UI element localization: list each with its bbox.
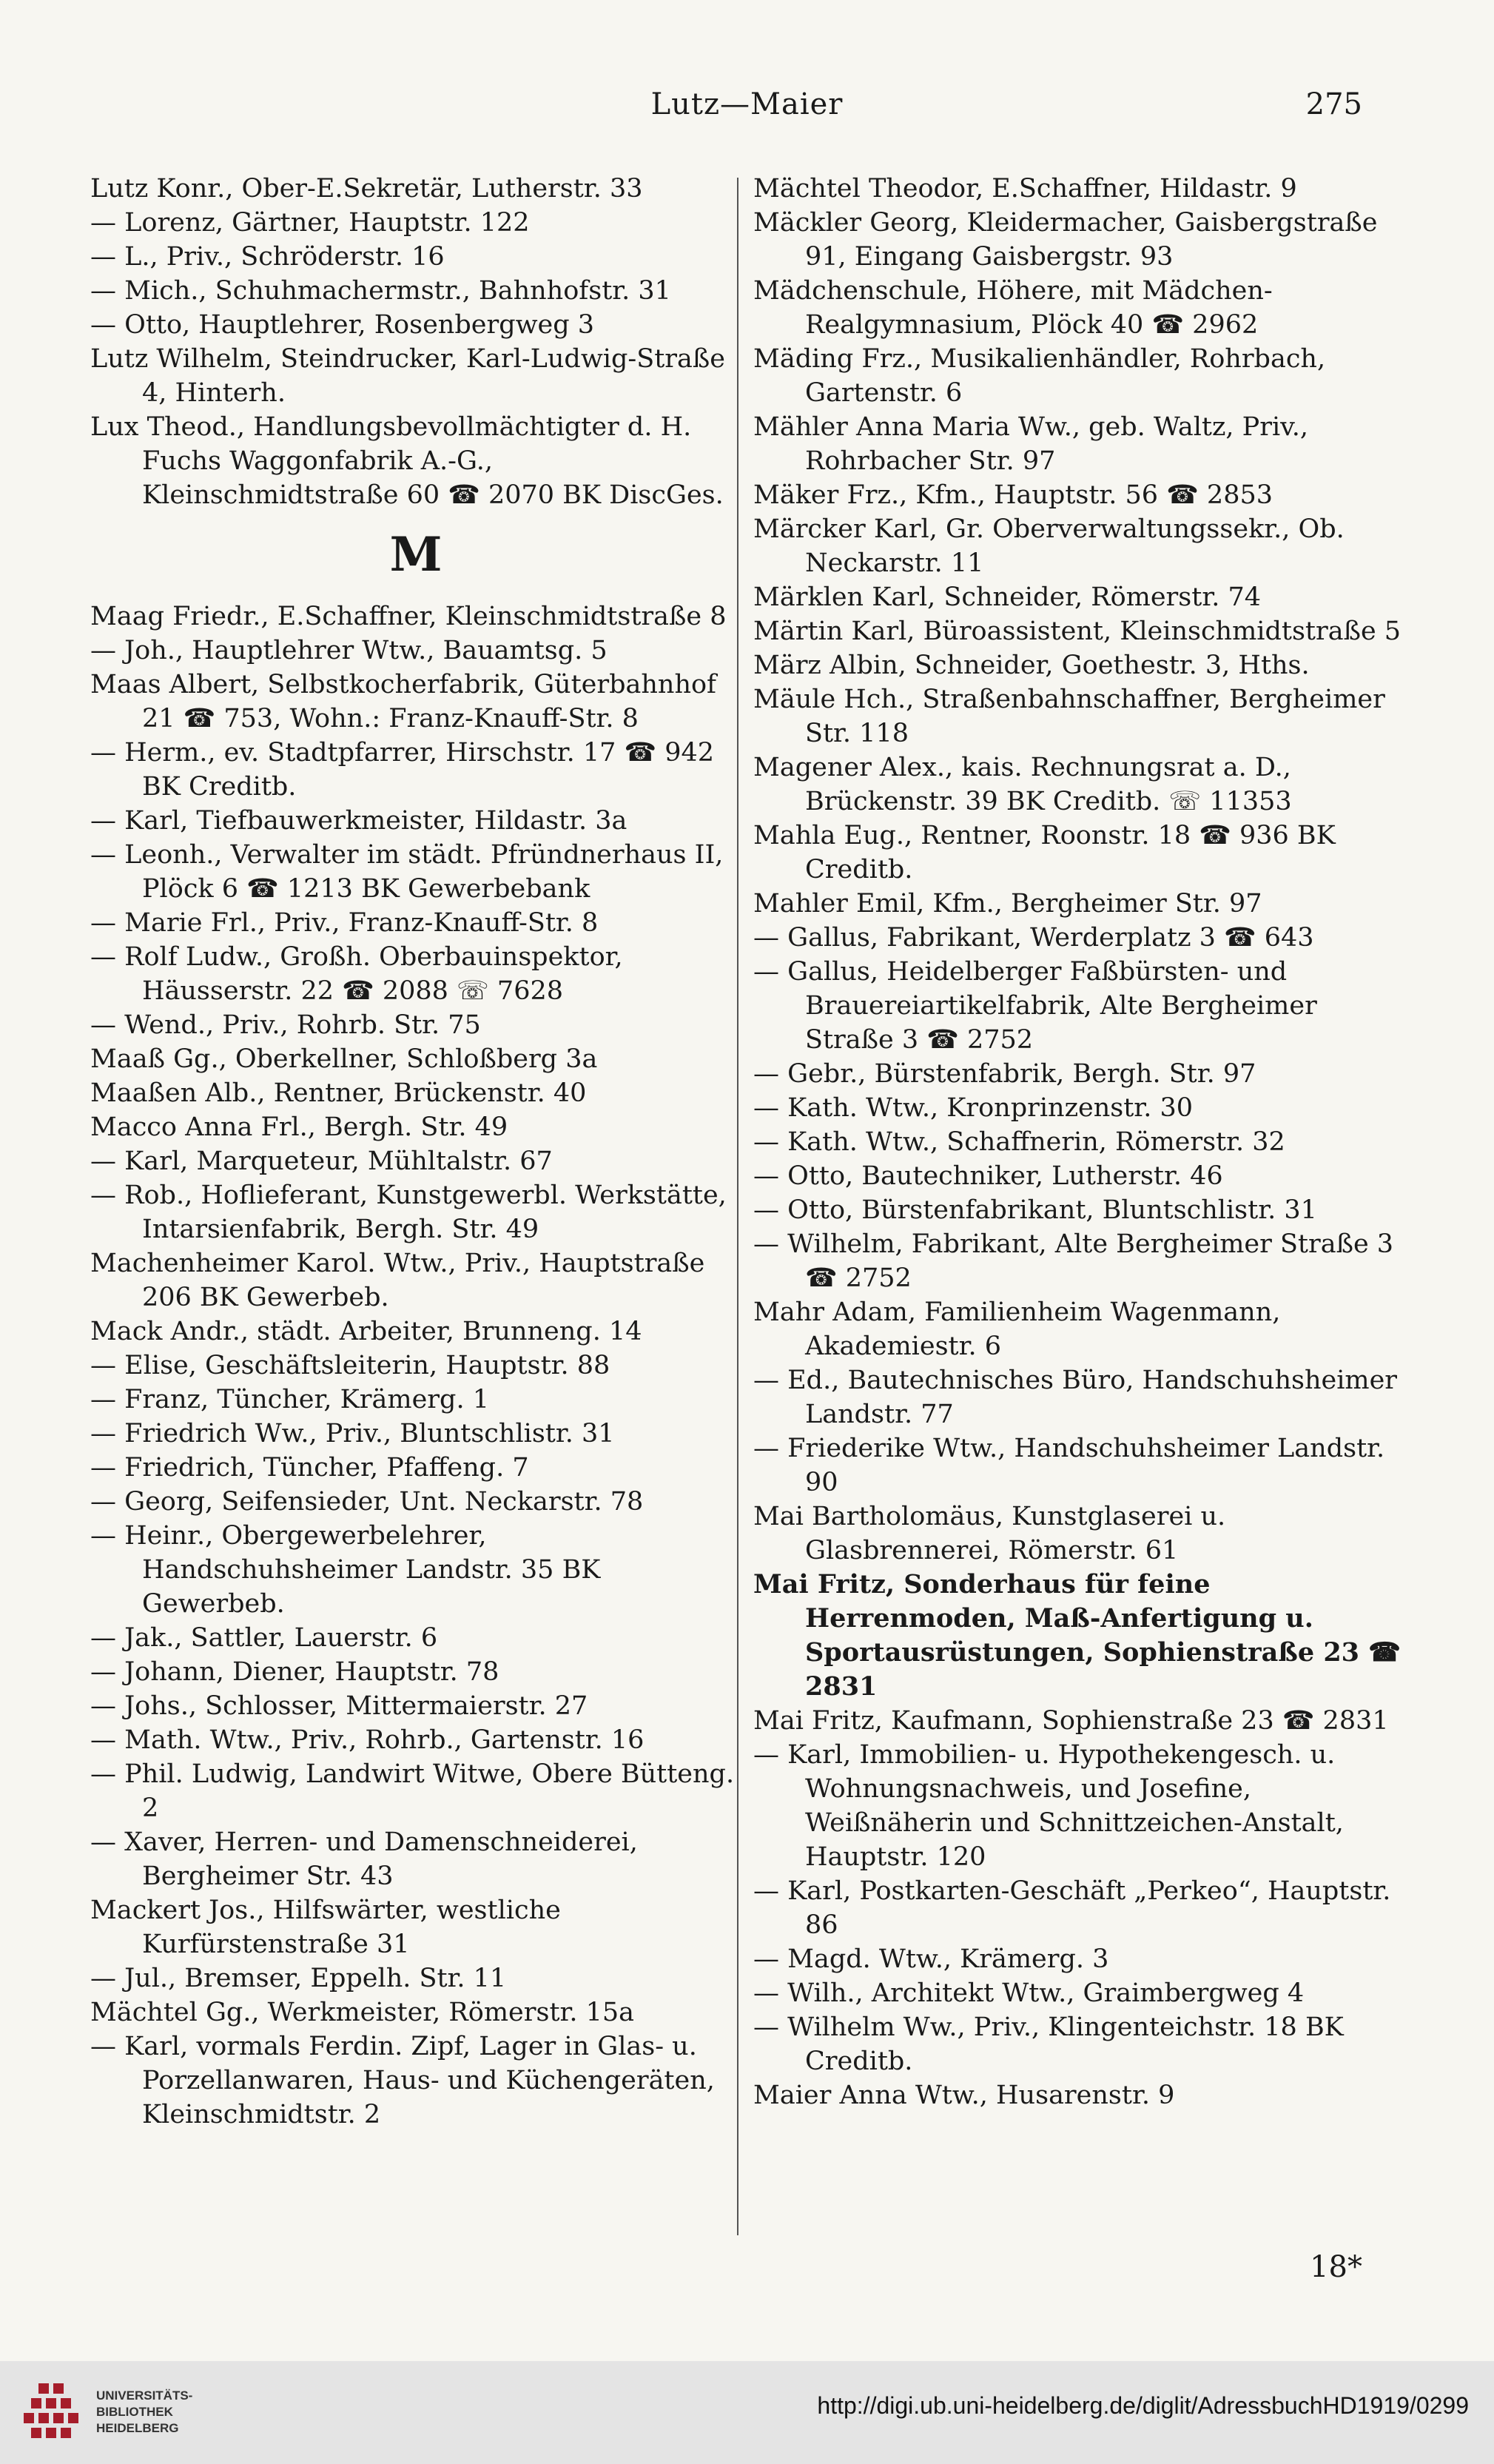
directory-entry: — Phil. Ludwig, Landwirt Witwe, Obere Bütteng. 2 <box>90 1759 735 1823</box>
directory-entry: — Heinr., Obergewerbelehrer, Handschuhsheimer Landstr. 35 BK Gewerbeb. <box>90 1521 601 1619</box>
directory-entry: Mai Fritz, Sonderhaus für feine Herrenmoden, Maß-Anfertigung u. Sportausrüstungen, Sophienstraße 23 ☎ 2831 <box>753 1569 1401 1702</box>
directory-entry: — Franz, Tüncher, Krämerg. 1 <box>90 1385 489 1414</box>
directory-entry: Mäding Frz., Musikalienhändler, Rohrbach, Gartenstr. 6 <box>753 344 1326 408</box>
directory-entry: — Friedrich, Tüncher, Pfaffeng. 7 <box>90 1453 529 1483</box>
directory-entry: — Friedrich Ww., Priv., Bluntschlistr. 31 <box>90 1419 615 1448</box>
right-entries <box>753 172 1404 2112</box>
directory-entry: Mack Andr., städt. Arbeiter, Brunneng. 14 <box>90 1317 642 1346</box>
directory-entry: Lutz Konr., Ober-E.Sekretär, Lutherstr. 33 <box>90 174 643 204</box>
directory-entry: — Otto, Hauptlehrer, Rosenbergweg 3 <box>90 310 595 340</box>
directory-entry: Mähler Anna Maria Ww., geb. Waltz, Priv., Rohrbacher Str. 97 <box>753 412 1309 476</box>
right-column <box>753 172 1404 2237</box>
directory-entry: — Gallus, Fabrikant, Werderplatz 3 ☎ 643 <box>753 923 1314 953</box>
directory-entry: — Jak., Sattler, Lauerstr. 6 <box>90 1623 438 1653</box>
directory-entry: — Xaver, Herren- und Damenschneiderei, Bergheimer Str. 43 <box>90 1827 638 1891</box>
left-entries-main <box>90 600 741 2132</box>
directory-entry: — Karl, Tiefbauwerkmeister, Hildastr. 3a <box>90 806 627 836</box>
library-name-line: HEIDELBERG <box>96 2421 179 2435</box>
directory-entry: — Mich., Schuhmachermstr., Bahnhofstr. 31 <box>90 276 671 306</box>
directory-entry: — Karl, vormals Ferdin. Zipf, Lager in Glas- u. Porzellanwaren, Haus- und Küchengeräten, Kleinschmidtstr. 2 <box>90 2032 715 2129</box>
directory-entry: Mai Fritz, Kaufmann, Sophienstraße 23 ☎ 2831 <box>753 1706 1389 1736</box>
directory-entry: — Gallus, Heidelberger Faßbürsten- und Brauereiartikelfabrik, Alte Bergheimer Straße 3 ☎ 2752 <box>753 957 1317 1055</box>
directory-entry: Mai Bartholomäus, Kunstglaserei u. Glasbrennerei, Römerstr. 61 <box>753 1502 1226 1565</box>
library-name-line: BIBLIOTHEK <box>96 2405 173 2419</box>
library-name-line: UNIVERSITÄTS- <box>96 2389 193 2403</box>
directory-entry: Maaß Gg., Oberkellner, Schloßberg 3a <box>90 1044 598 1074</box>
directory-entry: Machenheimer Karol. Wtw., Priv., Hauptstraße 206 BK Gewerbeb. <box>90 1249 705 1312</box>
directory-entry: — Friederike Wtw., Handschuhsheimer Landstr. 90 <box>753 1434 1385 1497</box>
directory-entry: — Otto, Bürstenfabrikant, Bluntschlistr. 31 <box>753 1195 1317 1225</box>
directory-entry: — Wilhelm Ww., Priv., Klingenteichstr. 18 BK Creditb. <box>753 2013 1344 2076</box>
source-url-link[interactable]: http://digi.ub.uni-heidelberg.de/diglit/AdressbuchHD1919/0299 <box>817 2392 1469 2419</box>
directory-entry: — Johann, Diener, Hauptstr. 78 <box>90 1657 499 1687</box>
directory-entry: — Rolf Ludw., Großh. Oberbauinspektor, Häusserstr. 22 ☎ 2088 ☏ 7628 <box>90 942 623 1006</box>
directory-entry: Mächtel Theodor, E.Schaffner, Hildastr. 9 <box>753 174 1297 204</box>
directory-entry: Mäker Frz., Kfm., Hauptstr. 56 ☎ 2853 <box>753 480 1273 510</box>
left-entries-top <box>90 172 741 512</box>
directory-entry: Mächtel Gg., Werkmeister, Römerstr. 15a <box>90 1998 635 2027</box>
section-letter: M <box>389 527 443 583</box>
directory-entry: — Ed., Bautechnisches Büro, Handschuhsheimer Landstr. 77 <box>753 1366 1398 1429</box>
directory-entry: — Wilh., Architekt Wtw., Graimbergweg 4 <box>753 1978 1305 2008</box>
directory-entry: Macco Anna Frl., Bergh. Str. 49 <box>90 1112 508 1142</box>
library-name <box>96 2388 192 2437</box>
directory-entry: Lutz Wilhelm, Steindrucker, Karl-Ludwig-Straße 4, Hinterh. <box>90 344 725 408</box>
directory-entry: — Elise, Geschäftsleiterin, Hauptstr. 88 <box>90 1351 610 1380</box>
left-column <box>90 172 741 2237</box>
directory-entry: — Herm., ev. Stadtpfarrer, Hirschstr. 17 ☎ 942 BK Creditb. <box>90 738 715 802</box>
directory-entry: Mahler Emil, Kfm., Bergheimer Str. 97 <box>753 889 1262 919</box>
directory-entry: Maier Anna Wtw., Husarenstr. 9 <box>753 2081 1175 2110</box>
library-logo-icon <box>16 2377 90 2451</box>
directory-entry: — Wend., Priv., Rohrb. Str. 75 <box>90 1010 481 1040</box>
page-number: 275 <box>1305 87 1362 121</box>
directory-entry: — Magd. Wtw., Krämerg. 3 <box>753 1944 1109 1974</box>
directory-entry: — Jul., Bremser, Eppelh. Str. 11 <box>90 1964 507 1993</box>
directory-entry: — Johs., Schlosser, Mittermaierstr. 27 <box>90 1691 588 1721</box>
directory-entry: Märcker Karl, Gr. Oberverwaltungssekr., Ob. Neckarstr. 11 <box>753 514 1345 578</box>
directory-entry: — Karl, Immobilien- u. Hypothekengesch. u. Wohnungsnachweis, und Josefine, Weißnäherin und Schnittzeichen-Anstalt, Hauptstr. 120 <box>753 1740 1344 1872</box>
directory-entry: Lux Theod., Handlungsbevollmächtigter d. H. Fuchs Waggonfabrik A.-G., Kleinschmidtstraße 60 ☎ 2070 BK DiscGes. <box>90 412 724 510</box>
directory-entry: — Karl, Marqueteur, Mühltalstr. 67 <box>90 1147 553 1176</box>
directory-entry: — Wilhelm, Fabrikant, Alte Bergheimer Straße 3 ☎ 2752 <box>753 1229 1394 1293</box>
directory-entry: — Kath. Wtw., Kronprinzenstr. 30 <box>753 1093 1193 1123</box>
directory-entry: Maaßen Alb., Rentner, Brückenstr. 40 <box>90 1078 587 1108</box>
directory-entry: — Math. Wtw., Priv., Rohrb., Gartenstr. 16 <box>90 1725 645 1755</box>
footer-bar <box>0 2361 1494 2464</box>
directory-entry: Maag Friedr., E.Schaffner, Kleinschmidtstraße 8 <box>90 602 727 631</box>
directory-entry: Magener Alex., kais. Rechnungsrat a. D., Brückenstr. 39 BK Creditb. ☏ 11353 <box>753 753 1292 816</box>
directory-entry: Mäule Hch., Straßenbahnschaffner, Bergheimer Str. 118 <box>753 685 1385 748</box>
directory-entry: März Albin, Schneider, Goethestr. 3, Hths. <box>753 651 1310 680</box>
directory-entry: — Gebr., Bürstenfabrik, Bergh. Str. 97 <box>753 1059 1256 1089</box>
directory-entry: — Karl, Postkarten-Geschäft „Perkeo“, Hauptstr. 86 <box>753 1876 1391 1940</box>
running-title: Lutz—Maier <box>650 87 844 121</box>
directory-entry: Mackert Jos., Hilfswärter, westliche Kurfürstenstraße 31 <box>90 1896 561 1959</box>
directory-entry: — Georg, Seifensieder, Unt. Neckarstr. 78 <box>90 1487 644 1517</box>
directory-entry: Maas Albert, Selbstkocherfabrik, Güterbahnhof 21 ☎ 753, Wohn.: Franz-Knauff-Str. 8 <box>90 670 717 734</box>
signature-mark: 18* <box>1310 2250 1362 2284</box>
page-header <box>0 87 1494 132</box>
directory-entry: Mäckler Georg, Kleidermacher, Gaisbergstraße 91, Eingang Gaisbergstr. 93 <box>753 208 1378 272</box>
directory-entry: — L., Priv., Schröderstr. 16 <box>90 242 445 272</box>
directory-entry: Mahr Adam, Familienheim Wagenmann, Akademiestr. 6 <box>753 1298 1281 1361</box>
directory-entry: — Rob., Hoflieferant, Kunstgewerbl. Werkstätte, Intarsienfabrik, Bergh. Str. 49 <box>90 1181 727 1244</box>
directory-entry: — Lorenz, Gärtner, Hauptstr. 122 <box>90 208 530 238</box>
directory-entry: — Joh., Hauptlehrer Wtw., Bauamtsg. 5 <box>90 636 608 665</box>
directory-entry: — Marie Frl., Priv., Franz-Knauff-Str. 8 <box>90 908 599 938</box>
directory-entry: Mahla Eug., Rentner, Roonstr. 18 ☎ 936 BK Creditb. <box>753 821 1336 884</box>
directory-entry: — Otto, Bautechniker, Lutherstr. 46 <box>753 1161 1223 1191</box>
directory-entry: Märklen Karl, Schneider, Römerstr. 74 <box>753 583 1261 612</box>
column-divider <box>737 178 738 2235</box>
directory-entry: — Leonh., Verwalter im städt. Pfründnerhaus II, Plöck 6 ☎ 1213 BK Gewerbebank <box>90 840 724 904</box>
directory-entry: — Kath. Wtw., Schaffnerin, Römerstr. 32 <box>753 1127 1285 1157</box>
directory-entry: Märtin Karl, Büroassistent, Kleinschmidtstraße 5 <box>753 617 1402 646</box>
directory-entry: Mädchenschule, Höhere, mit Mädchen-Realgymnasium, Plöck 40 ☎ 2962 <box>753 276 1273 340</box>
